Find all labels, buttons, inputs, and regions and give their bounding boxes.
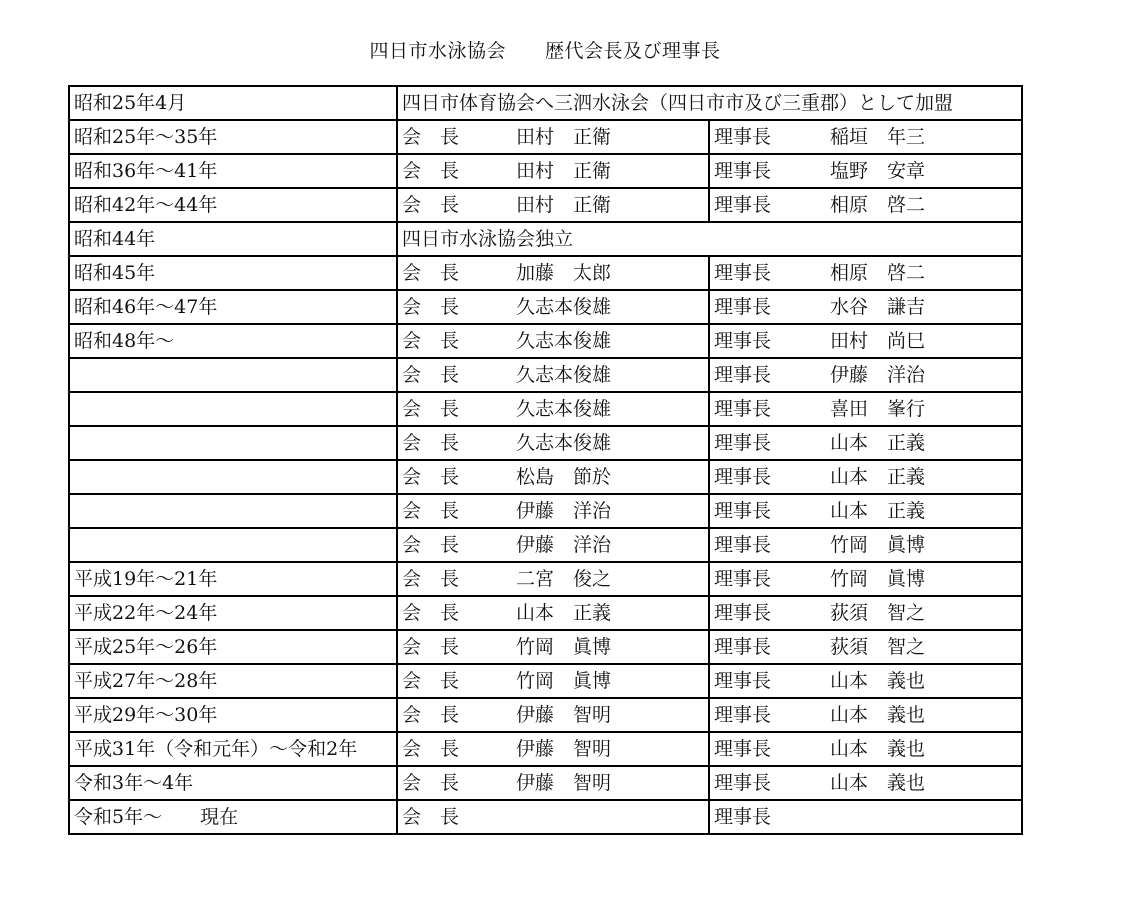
president-label: 会 長	[402, 194, 460, 216]
director-label: 理事長	[714, 466, 772, 488]
director-label: 理事長	[714, 670, 772, 692]
director-label: 理事長	[714, 772, 772, 794]
president-name: 久志本俊雄	[516, 296, 612, 318]
director-cell	[709, 596, 1022, 630]
director-name: 山本 義也	[830, 772, 926, 794]
president-name: 竹岡 眞博	[516, 636, 612, 658]
table-row	[69, 596, 1022, 630]
director-name: 伊藤 洋治	[830, 364, 926, 386]
president-label: 会 長	[402, 432, 460, 454]
table-row	[69, 256, 1022, 290]
table-row	[69, 732, 1022, 766]
director-cell	[709, 460, 1022, 494]
director-label: 理事長	[714, 194, 772, 216]
president-label: 会 長	[402, 568, 460, 590]
president-label: 会 長	[402, 126, 460, 148]
president-name: 竹岡 眞博	[516, 670, 612, 692]
period-cell	[69, 494, 397, 528]
president-cell	[397, 630, 709, 664]
period-cell	[69, 528, 397, 562]
president-name: 伊藤 洋治	[516, 534, 612, 556]
period-cell: 平成19年～21年	[69, 562, 397, 596]
president-cell	[397, 664, 709, 698]
director-label: 理事長	[714, 534, 772, 556]
table-row	[69, 630, 1022, 664]
president-cell	[397, 732, 709, 766]
president-label: 会 長	[402, 296, 460, 318]
director-cell	[709, 562, 1022, 596]
president-label: 会 長	[402, 466, 460, 488]
president-name: 山本 正義	[516, 602, 612, 624]
period-cell: 昭和36年～41年	[69, 154, 397, 188]
director-cell	[709, 188, 1022, 222]
table-row	[69, 154, 1022, 188]
table-row	[69, 120, 1022, 154]
period-cell	[69, 426, 397, 460]
president-name: 伊藤 智明	[516, 738, 612, 760]
director-label: 理事長	[714, 500, 772, 522]
president-cell	[397, 426, 709, 460]
director-cell	[709, 120, 1022, 154]
president-label: 会 長	[402, 330, 460, 352]
director-cell	[709, 800, 1022, 834]
table-row	[69, 562, 1022, 596]
period-cell: 平成29年～30年	[69, 698, 397, 732]
period-cell: 平成22年～24年	[69, 596, 397, 630]
document-title: 四日市水泳協会 歴代会長及び理事長	[369, 40, 721, 62]
president-cell	[397, 256, 709, 290]
director-name: 山本 正義	[830, 432, 926, 454]
president-name: 久志本俊雄	[516, 398, 612, 420]
president-cell	[397, 120, 709, 154]
director-label: 理事長	[714, 602, 772, 624]
director-name: 荻須 智之	[830, 636, 926, 658]
director-cell	[709, 324, 1022, 358]
period-cell: 平成31年（令和元年）～令和2年	[69, 732, 397, 766]
director-label: 理事長	[714, 806, 772, 828]
director-name: 山本 義也	[830, 670, 926, 692]
president-label: 会 長	[402, 636, 460, 658]
table-row	[69, 664, 1022, 698]
period-cell: 平成27年～28年	[69, 664, 397, 698]
table-row	[69, 392, 1022, 426]
president-cell	[397, 324, 709, 358]
period-cell: 昭和45年	[69, 256, 397, 290]
president-name: 伊藤 洋治	[516, 500, 612, 522]
director-cell	[709, 528, 1022, 562]
director-name: 竹岡 眞博	[830, 534, 926, 556]
director-name: 荻須 智之	[830, 602, 926, 624]
president-label: 会 長	[402, 398, 460, 420]
director-cell	[709, 358, 1022, 392]
period-cell: 令和3年～4年	[69, 766, 397, 800]
president-name: 久志本俊雄	[516, 364, 612, 386]
director-label: 理事長	[714, 364, 772, 386]
director-name: 塩野 安章	[830, 160, 926, 182]
director-cell	[709, 698, 1022, 732]
period-cell: 昭和46年～47年	[69, 290, 397, 324]
president-label: 会 長	[402, 262, 460, 284]
president-cell	[397, 188, 709, 222]
president-name: 田村 正衛	[516, 126, 612, 148]
director-cell	[709, 664, 1022, 698]
president-label: 会 長	[402, 704, 460, 726]
history-table	[68, 85, 1023, 835]
director-name: 田村 尚巳	[830, 330, 926, 352]
period-cell: 昭和42年～44年	[69, 188, 397, 222]
table-row	[69, 188, 1022, 222]
president-name: 伊藤 智明	[516, 772, 612, 794]
president-label: 会 長	[402, 602, 460, 624]
president-name: 伊藤 智明	[516, 704, 612, 726]
president-cell	[397, 392, 709, 426]
director-name: 山本 正義	[830, 500, 926, 522]
director-label: 理事長	[714, 636, 772, 658]
president-cell	[397, 698, 709, 732]
president-cell	[397, 800, 709, 834]
director-name: 山本 義也	[830, 738, 926, 760]
president-name: 二宮 俊之	[516, 568, 612, 590]
president-label: 会 長	[402, 738, 460, 760]
director-cell	[709, 494, 1022, 528]
director-name: 相原 啓二	[830, 194, 926, 216]
president-name: 田村 正衛	[516, 194, 612, 216]
director-cell	[709, 392, 1022, 426]
period-cell: 令和5年～ 現在	[69, 800, 397, 834]
table-row	[69, 358, 1022, 392]
table-row	[69, 290, 1022, 324]
period-cell	[69, 460, 397, 494]
period-cell: 昭和25年4月	[69, 86, 397, 120]
director-label: 理事長	[714, 704, 772, 726]
table-row	[69, 800, 1022, 834]
table-row	[69, 698, 1022, 732]
note-cell: 四日市水泳協会独立	[397, 222, 1022, 256]
president-cell	[397, 528, 709, 562]
director-label: 理事長	[714, 398, 772, 420]
director-label: 理事長	[714, 160, 772, 182]
director-cell	[709, 630, 1022, 664]
president-name: 松島 節於	[516, 466, 612, 488]
president-cell	[397, 562, 709, 596]
director-name: 水谷 謙吉	[830, 296, 926, 318]
president-name: 加藤 太郎	[516, 262, 612, 284]
table-row	[69, 494, 1022, 528]
director-name: 喜田 峯行	[830, 398, 926, 420]
president-name: 久志本俊雄	[516, 330, 612, 352]
director-name: 山本 正義	[830, 466, 926, 488]
table-row	[69, 426, 1022, 460]
president-cell	[397, 766, 709, 800]
president-label: 会 長	[402, 500, 460, 522]
director-name: 竹岡 眞博	[830, 568, 926, 590]
director-cell	[709, 426, 1022, 460]
period-cell	[69, 358, 397, 392]
president-label: 会 長	[402, 806, 460, 828]
director-cell	[709, 290, 1022, 324]
president-label: 会 長	[402, 160, 460, 182]
director-label: 理事長	[714, 296, 772, 318]
period-cell	[69, 392, 397, 426]
president-cell	[397, 154, 709, 188]
director-name: 稲垣 年三	[830, 126, 926, 148]
period-cell: 昭和48年～	[69, 324, 397, 358]
table-row	[69, 528, 1022, 562]
president-cell	[397, 596, 709, 630]
period-cell: 平成25年～26年	[69, 630, 397, 664]
table-row	[69, 324, 1022, 358]
director-label: 理事長	[714, 568, 772, 590]
table-row	[69, 86, 1022, 120]
director-label: 理事長	[714, 126, 772, 148]
director-cell	[709, 766, 1022, 800]
note-cell: 四日市体育協会へ三泗水泳会（四日市市及び三重郡）として加盟	[397, 86, 1022, 120]
director-cell	[709, 732, 1022, 766]
director-label: 理事長	[714, 432, 772, 454]
president-label: 会 長	[402, 772, 460, 794]
history-table-body	[69, 86, 1022, 834]
president-cell	[397, 358, 709, 392]
president-label: 会 長	[402, 364, 460, 386]
president-name: 久志本俊雄	[516, 432, 612, 454]
table-row	[69, 222, 1022, 256]
director-label: 理事長	[714, 738, 772, 760]
president-cell	[397, 460, 709, 494]
director-name: 相原 啓二	[830, 262, 926, 284]
president-label: 会 長	[402, 534, 460, 556]
director-cell	[709, 256, 1022, 290]
director-label: 理事長	[714, 330, 772, 352]
president-label: 会 長	[402, 670, 460, 692]
president-name: 田村 正衛	[516, 160, 612, 182]
president-cell	[397, 494, 709, 528]
director-name: 山本 義也	[830, 704, 926, 726]
table-row	[69, 766, 1022, 800]
director-cell	[709, 154, 1022, 188]
period-cell: 昭和25年～35年	[69, 120, 397, 154]
president-cell	[397, 290, 709, 324]
table-row	[69, 460, 1022, 494]
director-label: 理事長	[714, 262, 772, 284]
period-cell: 昭和44年	[69, 222, 397, 256]
